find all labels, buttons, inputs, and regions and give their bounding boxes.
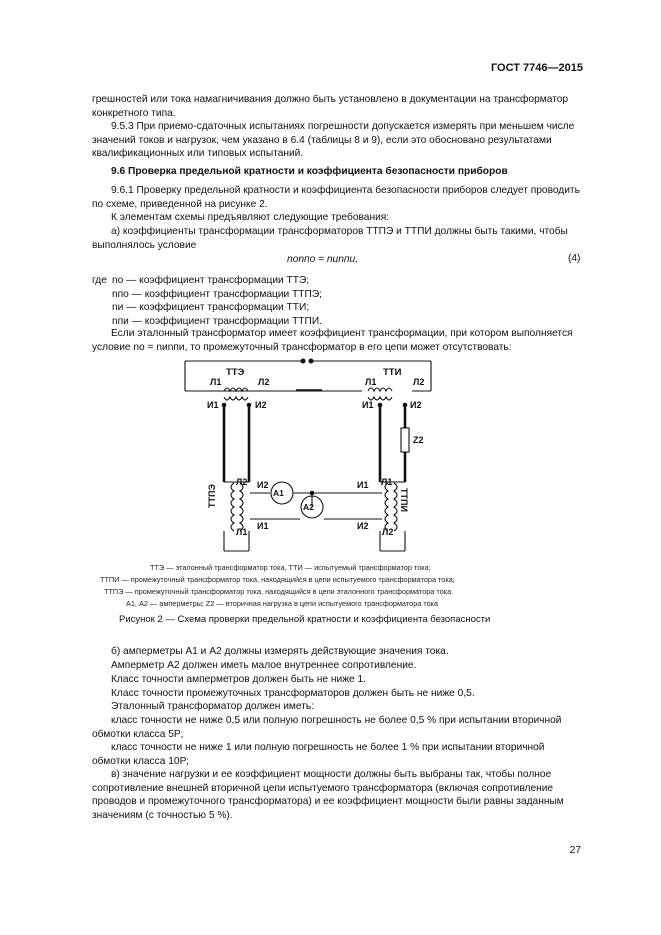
label-ttpi: ТТПИ: [399, 488, 409, 512]
label-tti-l2: Л2: [413, 377, 425, 387]
definition-n-o: nо — коэффициент трансформации ТТЭ;: [112, 275, 310, 286]
section-heading-9-6: 9.6 Проверка предельной кратности и коэффициента безопасности приборов: [111, 166, 508, 177]
label-ttpi-i1: И1: [357, 480, 369, 490]
label-tte-l1: Л1: [210, 377, 222, 387]
label-ttpe: ТТПЭ: [207, 484, 217, 508]
label-ammeter-a2: А2: [303, 502, 314, 512]
label-ttpi-i2: И2: [357, 521, 369, 531]
legend-line-3: ТТПЭ — промежуточный трансформатор тока, находящийся в цепи эталонного трансформатора тока.: [104, 587, 454, 596]
label-tte-l2: Л2: [258, 377, 270, 387]
where-label: где: [92, 275, 107, 286]
label-ttpi-l2: Л2: [382, 527, 394, 537]
paragraph-etalon: Эталонный трансформатор должен иметь:: [111, 701, 315, 712]
paragraph-class-10p: класс точности не ниже 1 или полную погрешность не более 1 % при испытании вторичной обмотки класса 10Р;: [92, 742, 545, 767]
label-tti-l1: Л1: [365, 377, 377, 387]
label-ammeter-a1: А1: [273, 488, 284, 498]
formula-number: (4): [568, 253, 581, 264]
paragraph-if-line2: условие nо = nиnпи, то промежуточный трансформатор в его цепи может отсутствовать:: [92, 342, 512, 353]
paragraph-ammeter-class: Класс точности амперметров должен быть не ниже 1.: [111, 674, 366, 685]
label-tte: ТТЭ: [226, 367, 245, 378]
paragraph-intermediate-class: Класс точности промежуточных трансформаторов должен быть не ниже 0,5.: [111, 688, 475, 699]
paragraph-item-b: б) амперметры А1 и А2 должны измерять действующие значения тока.: [111, 646, 449, 657]
label-tte-i2: И2: [255, 400, 267, 410]
paragraph-9-6-1: 9.6.1 Проверку предельной кратности и коэффициента безопасности приборов следует проводить по схеме, приведенной на рисунке 2.: [92, 185, 580, 210]
legend-line-1: ТТЭ — эталонный трансформатор тока, ТТИ — испытуемый трансформатор тока;: [150, 563, 431, 572]
paragraph-requirements: К элементам схемы предъявляют следующие требования:: [111, 212, 390, 223]
label-ttpe-i1: И1: [257, 521, 269, 531]
paragraph-9-5-3: 9.5.3 При приемо-сдаточных испытаниях погрешности допускается измерять при меньшем числе значений токов и нагрузок, чем указано в 6.4 (таблицы 8 и 9), если это обосновано результатами квалификационных или типовых испытаний.: [92, 121, 575, 159]
label-tti-i2: И2: [410, 400, 422, 410]
paragraph-item-v: в) значение нагрузки и ее коэффициент мощности должны быть выбраны так, чтобы полное сопротивление внешней вторичной цепи испытуемого трансформатора (включая сопротивление проводов и промежуточного трансформатора) и ее коэффициент мощности были равны заданным значениям (с точностью 5 %).: [92, 769, 564, 821]
figure-caption: Рисунок 2 — Схема проверки предельной кратности и коэффициента безопасности: [119, 614, 491, 625]
paragraph-class-5p: класс точности не ниже 0,5 или полную погрешность не более 0,5 % при испытании вторичной обмотки класса 5Р;: [92, 715, 562, 740]
label-tti-i1: И1: [362, 400, 374, 410]
definition-n-pi: nпи — коэффициент трансформации ТТПИ.: [112, 316, 322, 327]
label-ttpe-i2: И2: [257, 480, 269, 490]
paragraph-continuation: грешностей или тока намагничивания должно быть установлено в документации на трансформатор конкретного типа.: [92, 94, 569, 119]
label-ttpi-l1: Л1: [381, 477, 393, 487]
paragraph-ammeter-a2: Амперметр А2 должен иметь малое внутреннее сопротивление.: [111, 660, 417, 671]
definition-n-po: nпо — коэффициент трансформации ТТПЭ;: [112, 289, 322, 300]
paragraph-item-a: а) коэффициенты трансформации трансформаторов ТТПЭ и ТТПИ должны быть такими, чтобы выполнялось условие: [92, 226, 568, 251]
page-number: 27: [569, 845, 581, 856]
document-header: ГОСТ 7746—2015: [490, 62, 583, 74]
formula-4: nоnпо = nиnпи,: [287, 254, 358, 265]
paragraph-if-line1: Если эталонный трансформатор имеет коэффициент трансформации, при котором выполняется: [111, 328, 573, 339]
label-tte-i1: И1: [207, 400, 219, 410]
label-ttpe-l2: Л2: [236, 477, 248, 487]
label-z2: Z2: [413, 435, 424, 445]
legend-line-2: ТТПИ — промежуточный трансформатор тока, находящийся в цепи испытуемого трансформатора тока;: [100, 575, 455, 584]
definition-n-i: nи — коэффициент трансформации ТТИ;: [112, 302, 310, 313]
legend-line-4: А1, А2 — амперметры; Z2 — вторичная нагрузка в цепи испытуемого трансформатора тока: [126, 599, 439, 608]
label-ttpe-l1: Л1: [236, 527, 248, 537]
label-tti: ТТИ: [383, 367, 402, 378]
